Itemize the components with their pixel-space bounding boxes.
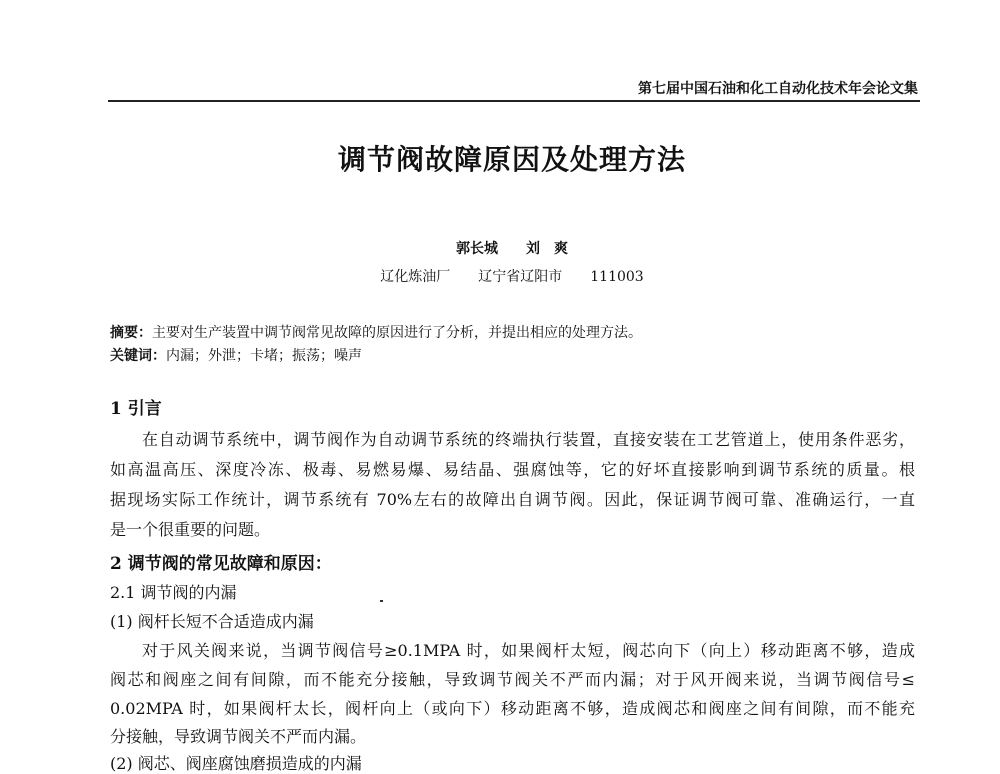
abstract-text: 主要对生产装置中调节阀常见故障的原因进行了分析，并提出相应的处理方法。 [152, 325, 642, 341]
keywords-label: 关键词： [110, 348, 166, 364]
body-line: 据现场实际工作统计，调节系统有 70%左右的故障出自调节阀。因此，保证调节阀可靠、准确运行，一直 [110, 490, 915, 509]
section-1-heading: 1 引言 [110, 399, 162, 419]
header-rule [108, 100, 920, 102]
body-line: 0.02MPA 时，如果阀杆太长，阀杆向上（或向下）移动距离不够，造成阀芯和阀座之间有间隙，而不能充 [110, 699, 915, 718]
scan-speck [380, 600, 383, 602]
body-line: 对于风关阀来说，当调节阀信号≥0.1MPA 时，如果阀杆太短，阀芯向下（向上）移动距离不够，造成 [142, 641, 915, 660]
affiliation: 辽化炼油厂 辽宁省辽阳市 111003 [380, 269, 644, 285]
body-line: 如高温高压、深度冷冻、极毒、易燃易爆、易结晶、强腐蚀等，它的好坏直接影响到调节系统的质量。根 [110, 460, 915, 479]
body-line: 分接触，导致调节阀关不严而内漏。 [110, 727, 367, 746]
body-line: 在自动调节系统中，调节阀作为自动调节系统的终端执行装置，直接安装在工艺管道上，使用条件恶劣， [142, 430, 915, 449]
section-2-heading: 2 调节阀的常见故障和原因： [110, 554, 332, 574]
running-header: 第七届中国石油和化工自动化技术年会论文集 [638, 81, 918, 97]
body-line: 是一个很重要的问题。 [110, 520, 271, 539]
authors: 郭长城 刘 爽 [456, 241, 568, 257]
abstract-label: 摘要： [110, 325, 152, 341]
abstract [110, 322, 642, 342]
keywords-text: 内漏；外泄；卡堵；振荡；噪声 [166, 348, 362, 364]
keywords [110, 345, 362, 365]
item-1-heading: (1) 阀杆长短不合适造成内漏 [110, 612, 314, 631]
subsection-2-1: 2.1 调节阀的内漏 [110, 583, 237, 602]
body-line: 阀芯和阀座之间有间隙，而不能充分接触，导致调节阀关不严而内漏；对于风开阀来说，当调节阀信号≤ [110, 670, 915, 689]
paper-title: 调节阀故障原因及处理方法 [337, 143, 686, 176]
item-2-heading: (2) 阀芯、阀座腐蚀磨损造成的内漏 [110, 754, 362, 773]
